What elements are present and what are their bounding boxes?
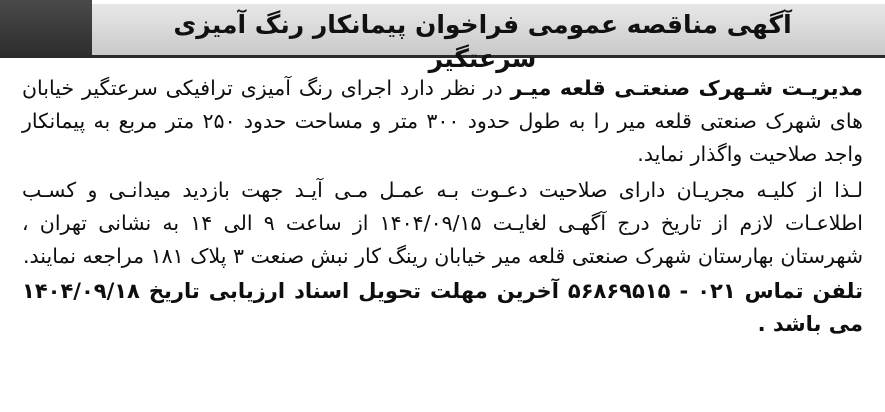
paragraph-invitation: لـذا از کلیـه مجریـان دارای صلاحیت دعـوت بـه عمـل مـی آیـد جهت بازدید میدانـی و کسـب اطلاعـات لازم از تاریخ درج آگهـی لغایـت ۱۴۰۴/۰۹/۱۵ از ساعت ۹ الی ۱۴ به نشانی تهران ، شهرستان بهارستان شهرک صنعتی قلعه میر خیابان رینگ کار نبش صنعت ۳ پلاک ۱۸۱ مراجعه نمایند. <box>22 177 863 269</box>
organization-name: مدیریـت شـهرک صنعتـی قلعه میـر <box>510 76 864 100</box>
paragraph-intro-text: در نظر دارد اجرای رنگ آمیزی ترافیکی سرعتگیر خیابان های شهرک صنعتی قلعه میر را به طول حدود ۳۰۰ متر و مساحت حدود ۲۵۰ متر مربع به پیمانکار واجد صلاحیت واگذار نماید. <box>22 76 863 167</box>
paragraph-contact: تلفن تماس ۰۲۱ - ۵۶۸۶۹۵۱۵ آخرین مهلت تحویل اسناد ارزیابی تاریخ ۱۴۰۴/۰۹/۱۸ می باشد . <box>22 279 863 336</box>
paragraph-intro <box>22 72 863 172</box>
document-body <box>0 58 885 412</box>
header-band <box>0 0 885 73</box>
page-title: آگهی مناقصه عمومی فراخوان پیمانکار رنگ آمیزی سرعتگیر <box>173 10 792 73</box>
